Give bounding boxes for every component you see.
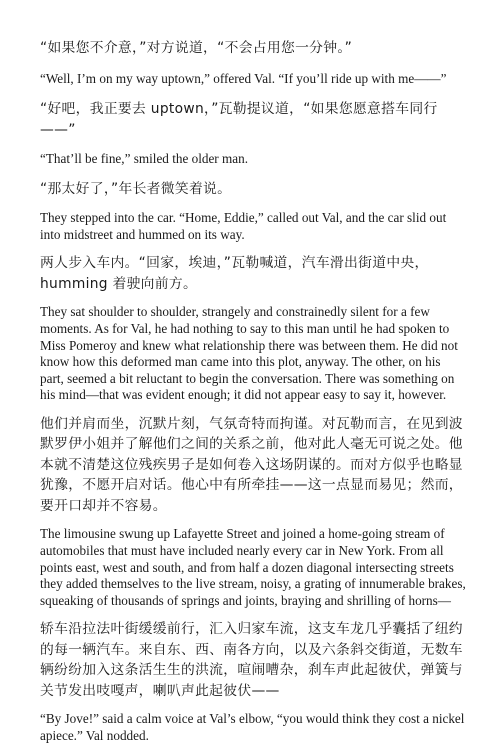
paragraph-en-1: “Well, I’m on my way uptown,” offered Val. “If you’ll ride up with me——” <box>40 70 447 86</box>
paragraph-zh-4: 两人步入车内。“回家，埃迪，”瓦勒喊道，汽车滑出街道中央， humming 着驶向前方。 <box>40 255 429 292</box>
paragraph-en-5: The limousine swung up Lafayette Street and joined a home-going stream of automobiles that must have included nearly every car in New York. From all points east, west and south, and from half a dozen diagonal intersecting streets they added themselves to the live stream, noisy, a grating of innumerable brakes, squeaking of thousands of springs and joints, braying and shrilling of horns— <box>40 526 466 608</box>
document-page <box>40 38 466 745</box>
paragraph-zh-3: “那太好了，”年长者微笑着说。 <box>40 180 232 197</box>
paragraph-zh-2: “好吧，我正要去 uptown，”瓦勒提议道，“如果您愿意搭车同行——” <box>40 101 438 138</box>
paragraph-zh-1: “如果您不介意，”对方说道，“不会占用您一分钟。” <box>40 40 353 56</box>
paragraph-en-6: “By Jove!” said a calm voice at Val’s elbow, “you would think they cost a nickel apiece.” Val nodded. <box>40 711 465 743</box>
paragraph-en-4: They sat shoulder to shoulder, strangely and constrainedly silent for a few moments. As for Val, he had nothing to say to this man until he had spoken to Miss Pomeroy and knew what relationship there was between them. He did not know how this deformed man came into this plot, anyway. The other, on his part, seemed a bit reluctant to begin the conversation. There was something on his mind—that was evident enough; it did not appear easy to say it, however. <box>40 304 458 403</box>
paragraph-zh-6: 轿车沿拉法叶街缓缓前行，汇入归家车流，这支车龙几乎囊括了纽约的每一辆汽车。来自东、西、南各方向，以及六条斜交街道，无数车辆纷纷加入这条活生生的洪流，喧闹嘈杂，刹车声此起彼伏，弹簧与关节发出吱嘎声，喇叭声此起彼伏—— <box>40 621 463 699</box>
paragraph-en-3: They stepped into the car. “Home, Eddie,” called out Val, and the car slid out into midstreet and hummed on its way. <box>40 210 447 242</box>
paragraph-zh-5: 他们并肩而坐，沉默片刻，气氛奇特而拘谨。对瓦勒而言，在见到波默罗伊小姐并了解他们之间的关系之前，他对此人毫无可说之处。他本就不清楚这位残疾男子是如何卷入这场阴谋的。而对方似乎也略显犹豫，不愿开启对话。他心中有所牵挂——这一点显而易见；然而，要开口却并不容易。 <box>40 415 463 514</box>
paragraph-en-2: “That’ll be fine,” smiled the older man. <box>40 151 248 167</box>
